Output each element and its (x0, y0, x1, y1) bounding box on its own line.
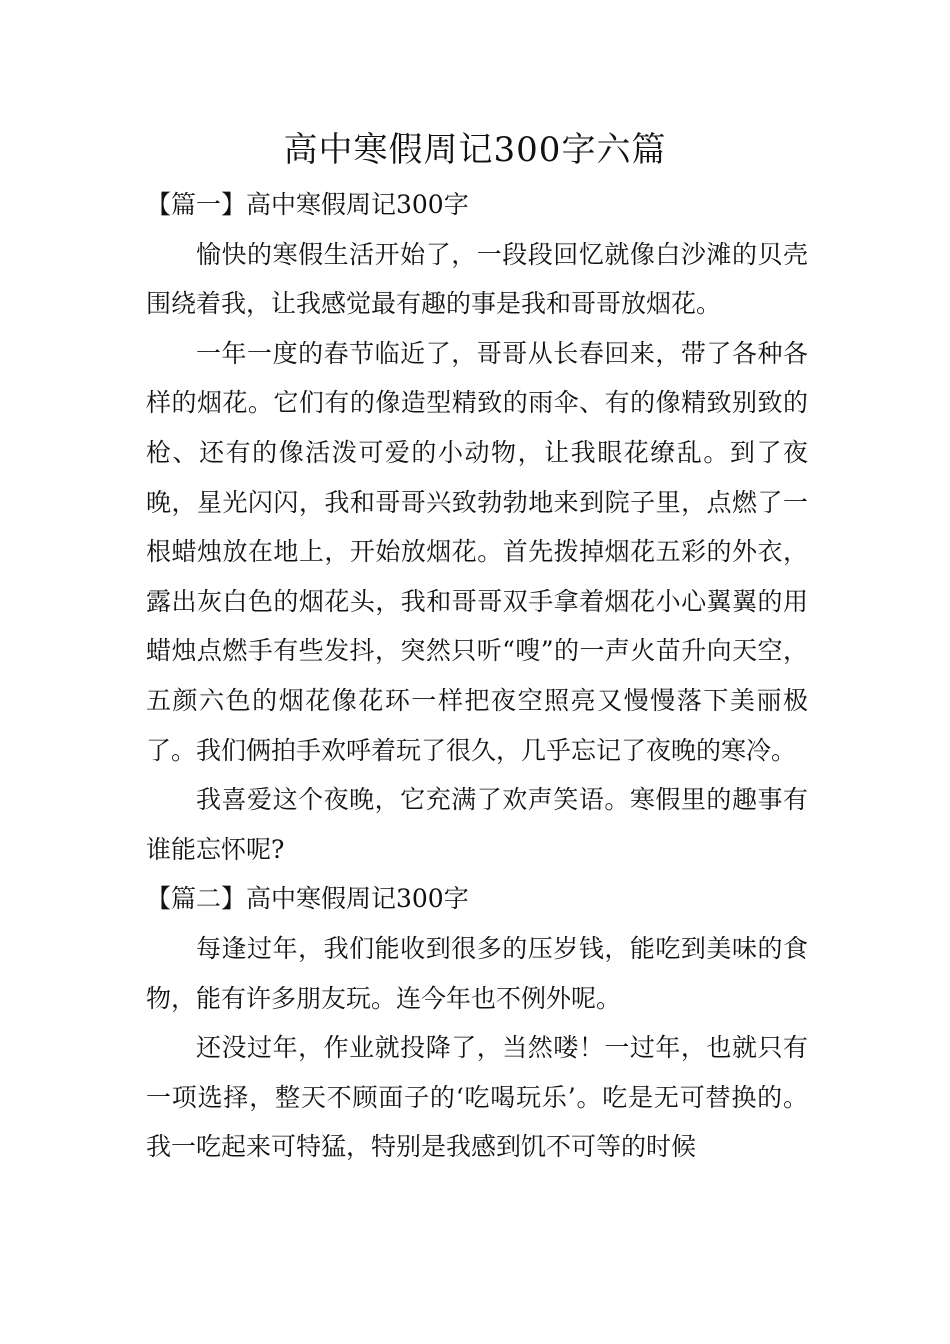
paragraph: 我喜爱这个夜晚，它充满了欢声笑语。寒假里的趣事有谁能忘怀呢? (146, 785, 808, 864)
paragraph: 还没过年，作业就投降了，当然喽！一过年，也就只有一项选择，整天不顾面子的‘吃喝玩乐’。吃是无可替换的。我一吃起来可特猛，特别是我感到饥不可等的时候 (146, 1033, 808, 1162)
document-title: 高中寒假周记300字六篇 (283, 130, 667, 170)
paragraph: 每逢过年，我们能收到很多的压岁钱，能吃到美味的食物，能有许多朋友玩。连今年也不例外呢。 (146, 933, 808, 1013)
paragraph: 一年一度的春节临近了，哥哥从长春回来，带了各种各样的烟花。它们有的像造型精致的雨伞、有的像精致别致的枪、还有的像活泼可爱的小动物，让我眼花缭乱。到了夜晚，星光闪闪，我和哥哥兴致勃勃地来到院子里，点燃了一根蜡烛放在地上，开始放烟花。首先拨掉烟花五彩的外衣，露出灰白色的烟花头，我和哥哥双手拿着烟花小心翼翼的用蜡烛点燃手有些发抖，突然只听“嗖”的一声火苗升向天空，五颜六色的烟花像花环一样把夜空照亮又慢慢落下美丽极了。我们俩拍手欢呼着玩了很久，几乎忘记了夜晚的寒冷。 (146, 338, 808, 765)
section-heading: 【篇二】高中寒假周记300字 (146, 884, 469, 914)
section-2 (146, 874, 808, 1172)
paragraph: 愉快的寒假生活开始了，一段段回忆就像白沙滩的贝壳围绕着我，让我感觉最有趣的事是我和哥哥放烟花。 (146, 239, 808, 319)
section-heading: 【篇一】高中寒假周记300字 (146, 190, 469, 219)
document-body (146, 180, 808, 1172)
section-1 (146, 180, 808, 874)
